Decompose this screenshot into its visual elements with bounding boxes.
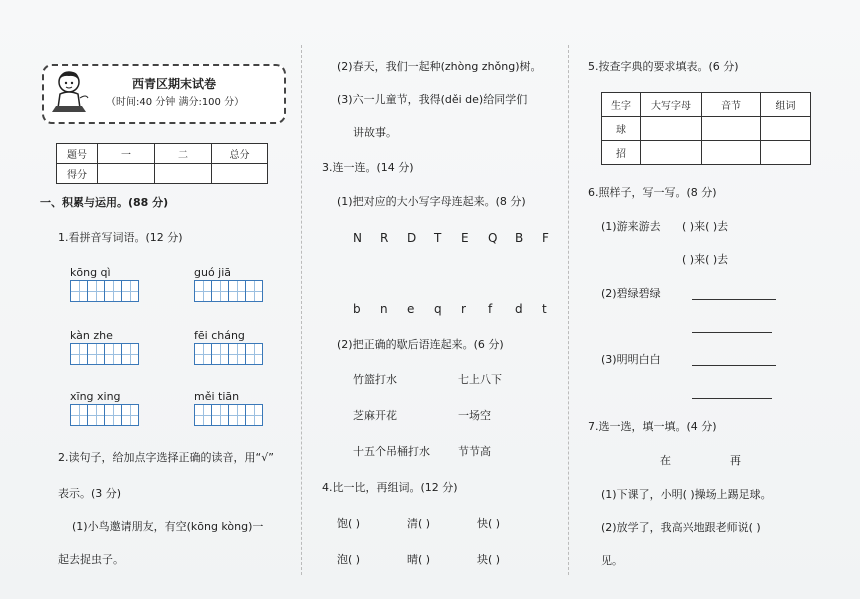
word-blank[interactable]: 泡( )	[337, 553, 361, 566]
idiom-left[interactable]: 芝麻开花	[353, 409, 397, 422]
sentence: 起去捉虫子。	[58, 553, 124, 566]
answer-line[interactable]	[692, 332, 772, 333]
idiom-left[interactable]: 十五个吊桶打水	[353, 445, 430, 458]
dictionary-table	[601, 92, 811, 165]
table-cell: 球	[602, 117, 641, 141]
table-input-cell[interactable]	[702, 141, 761, 165]
sentence: 讲故事。	[353, 126, 397, 139]
table-input-cell[interactable]	[641, 117, 702, 141]
score-cell: 题号	[57, 144, 98, 164]
word-blank[interactable]: 块( )	[477, 553, 501, 566]
question-text: (2)把正确的歇后语连起来。(6 分)	[337, 338, 504, 351]
choice-word: 在	[660, 454, 671, 467]
writing-grid[interactable]	[194, 280, 262, 302]
writing-grid[interactable]	[70, 280, 138, 302]
word-blank[interactable]: 晴( )	[407, 553, 431, 566]
letter[interactable]: F	[542, 231, 549, 245]
answer-line[interactable]	[692, 398, 772, 399]
example-word: (3)明明白白	[601, 353, 661, 366]
score-table	[56, 143, 268, 184]
writing-grid[interactable]	[194, 343, 262, 365]
letter[interactable]: E	[461, 231, 469, 245]
table-cell: 招	[602, 141, 641, 165]
letter[interactable]: T	[434, 231, 442, 245]
letter[interactable]: b	[353, 302, 361, 316]
sentence: (2)春天，我们一起种(zhòng zhǒng)树。	[337, 60, 542, 73]
score-input-cell[interactable]	[98, 164, 155, 184]
column-divider	[301, 45, 302, 575]
exam-subtitle: （时间:40 分钟 满分:100 分）	[106, 97, 245, 108]
fill-blank[interactable]: ( )来( )去	[682, 220, 729, 233]
score-input-cell[interactable]	[155, 164, 212, 184]
word-blank[interactable]: 快( )	[477, 517, 501, 530]
letter[interactable]: d	[515, 302, 523, 316]
pinyin-label: kōng qì	[70, 266, 111, 279]
question-text: (1)把对应的大小写字母连起来。(8 分)	[337, 195, 526, 208]
choice-word: 再	[730, 454, 741, 467]
answer-line[interactable]	[692, 299, 776, 300]
idiom-right[interactable]: 节节高	[458, 445, 491, 458]
sentence[interactable]: (1)下课了，小明( )操场上踢足球。	[601, 488, 772, 501]
letter[interactable]: t	[542, 302, 547, 316]
letter[interactable]: r	[461, 302, 466, 316]
exam-title: 西青区期末试卷	[132, 77, 217, 91]
table-header: 组词	[761, 93, 811, 117]
sentence[interactable]: (2)放学了，我高兴地跟老师说( )	[601, 521, 761, 534]
letter[interactable]: R	[380, 231, 389, 245]
table-header: 生字	[602, 93, 641, 117]
letter[interactable]: e	[407, 302, 415, 316]
pinyin-label: guó jiā	[194, 266, 232, 279]
uppercase-letters	[353, 231, 569, 246]
question-title: 5.按查字典的要求填表。(6 分)	[588, 60, 739, 73]
table-header: 大写字母	[641, 93, 702, 117]
exam-header	[42, 64, 286, 124]
question-title: 7.选一选，填一填。(4 分)	[588, 420, 717, 433]
table-input-cell[interactable]	[641, 141, 702, 165]
score-cell: 一	[98, 144, 155, 164]
letter[interactable]: D	[407, 231, 417, 245]
question-title: 3.连一连。(14 分)	[322, 161, 414, 174]
table-input-cell[interactable]	[761, 141, 811, 165]
lowercase-letters	[353, 302, 569, 317]
idiom-right[interactable]: 一场空	[458, 409, 491, 422]
section-heading: 一、积累与运用。(88 分)	[40, 196, 169, 209]
sentence: (1)小鸟邀请朋友，有空(kōng kòng)一	[72, 520, 264, 533]
example-word: (1)游来游去	[601, 220, 661, 233]
pinyin-label: fēi cháng	[194, 329, 245, 342]
letter[interactable]: Q	[488, 231, 498, 245]
question-title: 1.看拼音写词语。(12 分)	[58, 231, 183, 244]
answer-line[interactable]	[692, 365, 776, 366]
pinyin-label: měi tiān	[194, 390, 240, 403]
score-cell: 总分	[212, 144, 268, 164]
idiom-right[interactable]: 七上八下	[458, 373, 502, 386]
question-text: 表示。(3 分)	[58, 487, 122, 500]
idiom-left[interactable]: 竹篮打水	[353, 373, 397, 386]
sentence: 见。	[601, 554, 623, 567]
fill-blank[interactable]: ( )来( )去	[682, 253, 729, 266]
letter[interactable]: f	[488, 302, 493, 316]
sentence: (3)六一儿童节，我得(děi de)给同学们	[337, 93, 528, 106]
letter[interactable]: B	[515, 231, 524, 245]
example-word: (2)碧绿碧绿	[601, 287, 661, 300]
word-blank[interactable]: 饱( )	[337, 517, 361, 530]
writing-grid[interactable]	[70, 404, 138, 426]
table-header: 音节	[702, 93, 761, 117]
question-title: 4.比一比，再组词。(12 分)	[322, 481, 458, 494]
letter[interactable]: N	[353, 231, 362, 245]
student-reading-icon	[50, 68, 90, 116]
letter[interactable]: n	[380, 302, 388, 316]
score-cell: 得分	[57, 164, 98, 184]
score-input-cell[interactable]	[212, 164, 268, 184]
table-input-cell[interactable]	[702, 117, 761, 141]
question-title: 2.读句子，给加点字选择正确的读音，用“√”	[58, 451, 274, 464]
score-cell: 二	[155, 144, 212, 164]
writing-grid[interactable]	[194, 404, 262, 426]
pinyin-label: xīng xing	[70, 390, 121, 403]
letter[interactable]: q	[434, 302, 442, 316]
question-title: 6.照样子，写一写。(8 分)	[588, 186, 717, 199]
pinyin-label: kàn zhe	[70, 329, 113, 342]
writing-grid[interactable]	[70, 343, 138, 365]
table-input-cell[interactable]	[761, 117, 811, 141]
word-blank[interactable]: 清( )	[407, 517, 431, 530]
